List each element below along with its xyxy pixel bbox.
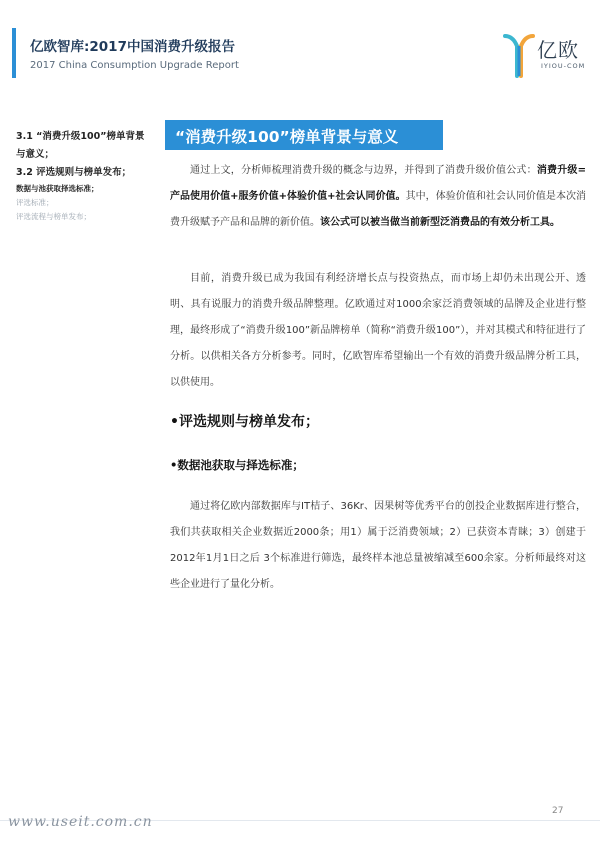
page-number: 27: [552, 806, 564, 816]
header-accent-bar: [12, 28, 16, 78]
watermark: www.useit.com.cn: [8, 814, 153, 830]
para1-text-1: 通过上文，分析师梳理消费升级的概念与边界，并得到了消费升级价值公式：: [190, 165, 537, 176]
report-title: 亿欧智库:2017中国消费升级报告: [30, 39, 235, 55]
paragraph-data-pool: 通过将亿欧内部数据库与IT桔子、36Kr、因果树等优秀平台的创投企业数据库进行整合，我们共获取相关企业数据近2000条；用1）属于泛消费领域；2）已获资本青睐；3）创建于2012年1月1日之后 3个标准进行筛选，最终样本池总量被缩减至600余家。分析师最终对这些企业进行了量化分析。: [170, 501, 586, 590]
yiou-logo-icon: [503, 32, 535, 78]
toc-item-3-1-cont[interactable]: 与意义；: [16, 149, 55, 160]
section-title-banner: [165, 120, 443, 150]
section-title: “消费升级100”榜单背景与意义: [175, 128, 399, 146]
toc-subitem-criteria[interactable]: 评选标准；: [16, 198, 54, 207]
toc-subitem-data-pool[interactable]: 数据与池获取择选标准；: [16, 184, 99, 193]
report-subtitle: 2017 China Consumption Upgrade Report: [30, 60, 239, 71]
toc-item-3-1[interactable]: 3.1 “消费升级100”榜单背景: [16, 131, 145, 142]
logo-text: 亿欧: [537, 38, 579, 62]
toc-subitem-process[interactable]: 评选流程与榜单发布；: [16, 212, 91, 221]
heading-rules-release: •评选规则与榜单发布；: [170, 414, 319, 430]
toc-item-3-2[interactable]: 3.2 评选规则与榜单发布；: [16, 167, 132, 178]
yiou-logo: [503, 32, 593, 80]
logo-subtext: IYIOU-COM: [541, 62, 586, 70]
paragraph-background: 目前，消费升级已成为我国有利经济增长点与投资热点，而市场上却仍未出现公开、透明、具有说服力的消费升级品牌整理。亿欧通过对1000余家泛消费领域的品牌及企业进行整理，最终形成了“消费升级100”新品牌榜单（简称“消费升级100”），并对其模式和特征进行了分析。以供相关各方分析参考。同时，亿欧智库希望输出一个有效的消费升级品牌分析工具，以供使用。: [170, 273, 586, 388]
para1-conclusion: 该公式可以被当做当前新型泛消费品的有效分析工具。: [320, 217, 560, 228]
heading-data-pool: •数据池获取与择选标准；: [170, 458, 304, 472]
para1-text-2: 其中，体验价值和社会认同价值是本次消费升级赋予产品和品牌的新价值。: [170, 191, 586, 228]
paragraph-value-formula: [170, 158, 586, 236]
sidebar-toc: [16, 128, 164, 224]
para1-formula: 消费升级=产品使用价值+服务价值+体验价值+社会认同价值。: [170, 165, 586, 202]
